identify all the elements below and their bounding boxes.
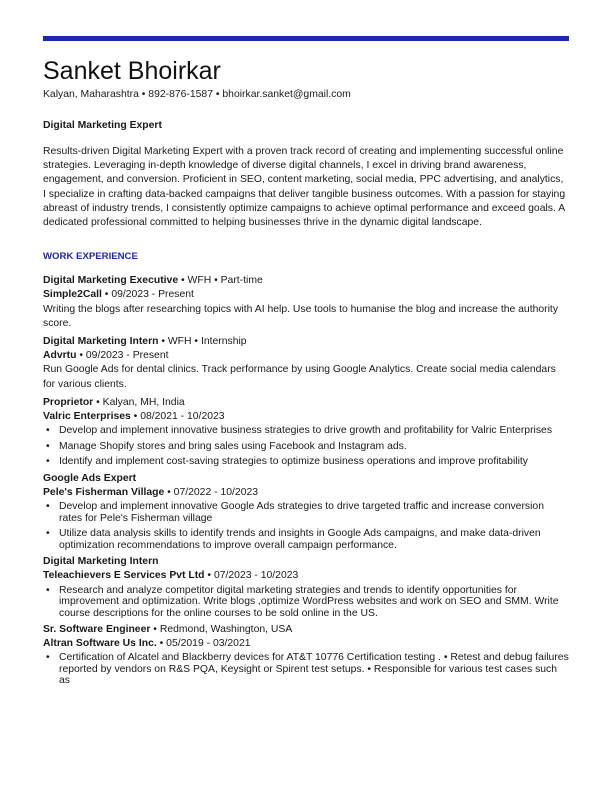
bullet-text: Develop and implement innovative business strategies to drive growth and profitability for Valric Enterprises: [59, 425, 553, 437]
job-dates: • 09/2023 - Present: [101, 289, 194, 301]
job-dates: • 08/2021 - 10/2023: [130, 411, 225, 423]
bullet-icon: •: [46, 528, 50, 540]
profile-summary: Results-driven Digital Marketing Expert with a proven track record of creating and implementing successful online strategies. Leveraging in-depth knowledge of diverse digital channels, I excel in driving brand awareness, engagement, and conversion. Proficient in SEO, content marketing, social media, PPC advertising, and analytics, I specialize in crafting data-backed campaigns that deliver tangible business outcomes. With a passion for staying abreast of industry trends, I consistently optimize campaigns to achieve optimal performance and exceed goals. A dedicated professional committed to helping businesses thrive in the dynamic digital landscape.: [43, 146, 566, 229]
bullet-icon: •: [46, 440, 50, 452]
job-company: Simple2Call: [43, 289, 102, 301]
bullet-text: Utilize data analysis skills to identify trends and insights in Google Ads campaigns, and make data-driven optimization recommendations to improve overall campaign performance.: [59, 528, 541, 551]
job-company-line: [43, 288, 569, 302]
job-company-line: [43, 349, 569, 363]
job-entry: [43, 335, 569, 392]
resume: [43, 56, 569, 691]
job-bullet: [46, 456, 569, 468]
accent-bar: [43, 36, 569, 41]
job-role: Google Ads Expert: [43, 472, 137, 484]
job-role-line: [43, 274, 569, 288]
candidate-name: Sanket Bhoirkar: [43, 57, 221, 85]
job-entry: [43, 555, 569, 619]
job-bullet: [46, 501, 569, 524]
job-dates: • 07/2022 - 10/2023: [164, 486, 259, 498]
job-meta: • WFH • Part-time: [178, 275, 263, 287]
job-meta: • Redmond, Washington, USA: [150, 624, 293, 636]
job-meta: • WFH • Internship: [158, 336, 247, 348]
job-description: Run Google Ads for dental clinics. Track performance by using Google Analytics. Create social media calendars for various clients.: [43, 364, 556, 390]
job-role: Digital Marketing Intern: [43, 336, 159, 348]
job-company-line: [43, 410, 569, 424]
bullet-icon: •: [46, 501, 50, 513]
bullet-icon: •: [46, 425, 50, 437]
job-entry: [43, 472, 569, 551]
job-role-line: [43, 472, 569, 486]
contact-info: Kalyan, Maharashtra • 892-876-1587 • bhoirkar.sanket@gmail.com: [43, 89, 351, 100]
profile-title: Digital Marketing Expert: [43, 120, 162, 131]
job-bullets: [43, 585, 569, 620]
job-entry: [43, 623, 569, 687]
job-company: Teleachievers E Services Pvt Ltd: [43, 570, 205, 582]
job-role-line: [43, 335, 569, 349]
job-bullet: [46, 425, 569, 437]
job-company-line: [43, 637, 569, 651]
job-entry: [43, 396, 569, 468]
job-bullets: [43, 501, 569, 551]
job-dates: • 07/2023 - 10/2023: [204, 570, 299, 582]
bullet-text: Develop and implement innovative Google Ads strategies to drive targeted traffic and increase conversion rates for Pele's Fisherman village: [59, 501, 544, 524]
job-bullet: [46, 584, 569, 620]
bullet-text: Research and analyze competitor digital marketing strategies and trends to identify opportunities for improvement and optimization. Write blogs ,optimize WordPress websites and work on SEO and SMM. Write course descriptions for the online courses to be sold online in the US.: [59, 584, 559, 619]
job-company: Valric Enterprises: [43, 411, 131, 423]
bullet-icon: •: [46, 584, 50, 596]
bullet-icon: •: [46, 652, 50, 664]
bullet-text: Identify and implement cost-saving strategies to optimize business operations and improve profitability: [59, 456, 528, 468]
bullet-text: Manage Shopify stores and bring sales using Facebook and Instagram ads.: [59, 440, 407, 452]
job-role-line: [43, 623, 569, 637]
job-bullets: [43, 652, 569, 687]
job-role: Proprietor: [43, 396, 94, 408]
job-bullet: [46, 528, 569, 551]
job-role-line: [43, 396, 569, 410]
job-company: Altran Software Us Inc.: [43, 638, 157, 650]
job-role: Digital Marketing Intern: [43, 556, 159, 568]
job-dates: • 05/2019 - 03/2021: [156, 638, 251, 650]
job-bullet: [46, 652, 569, 687]
job-role: Digital Marketing Executive: [43, 275, 179, 287]
job-role: Sr. Software Engineer: [43, 624, 151, 636]
job-bullets: [43, 425, 569, 468]
bullet-text: Certification of Alcatel and Blackberry devices for AT&T 10776 Certification testing . • Retest and debug failures reported by vendors on R&S PQA, Keysight or Spirent test setups. • Responsible for various test cases such as: [59, 652, 569, 687]
bullet-icon: •: [46, 456, 50, 468]
job-role-line: [43, 555, 569, 569]
section-heading-work: WORK EXPERIENCE: [43, 251, 138, 263]
job-list: [43, 274, 569, 687]
job-company-line: [43, 569, 569, 583]
job-dates: • 09/2023 - Present: [76, 350, 169, 362]
job-company-line: [43, 486, 569, 500]
job-company: Pele's Fisherman Village: [43, 486, 165, 498]
job-bullet: [46, 440, 569, 453]
job-meta: • Kalyan, MH, India: [93, 396, 185, 408]
job-company: Advrtu: [43, 350, 77, 362]
job-description: Writing the blogs after researching topics with AI help. Use tools to humanise the blog and increase the authority score.: [43, 303, 559, 329]
job-entry: [43, 274, 569, 331]
